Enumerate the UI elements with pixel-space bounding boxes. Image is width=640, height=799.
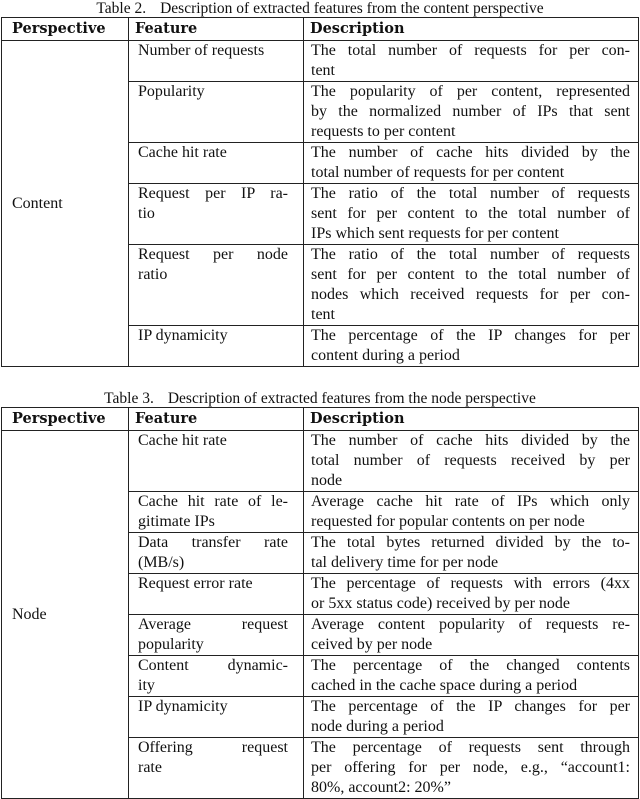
header-row bbox=[2, 408, 639, 431]
cell-line: Cache hit rate bbox=[138, 432, 227, 449]
cell-line: IP dynamicity bbox=[138, 698, 228, 715]
feature-cell bbox=[129, 143, 304, 184]
table-title: Description of extracted features from the node perspective bbox=[167, 390, 536, 407]
table-row bbox=[2, 41, 639, 82]
perspective-cell: Content bbox=[2, 41, 129, 367]
column-header: Description bbox=[304, 408, 639, 431]
feature-cell bbox=[129, 656, 304, 697]
cell-line: sent for per content to the total number of bbox=[311, 205, 630, 222]
cell-line: tal delivery time for per node bbox=[311, 554, 499, 571]
cell-line: Request per node bbox=[138, 246, 288, 263]
header-row bbox=[2, 18, 639, 41]
table-label: Table 3. bbox=[104, 390, 154, 407]
description-cell bbox=[304, 697, 639, 738]
cell-line: 80%, account2: 20%” bbox=[311, 779, 451, 796]
table-title: Description of extracted features from the content perspective bbox=[160, 0, 544, 17]
column-header: Perspective bbox=[2, 18, 129, 41]
description-cell bbox=[304, 82, 639, 143]
cell-line: The number of cache hits divided by the bbox=[311, 144, 630, 161]
cell-line: or 5xx status code) received by per node bbox=[311, 595, 571, 612]
cell-line: IPs which sent requests for per content bbox=[311, 225, 559, 242]
description-cell bbox=[304, 41, 639, 82]
feature-cell bbox=[129, 738, 304, 799]
description-cell bbox=[304, 431, 639, 492]
feature-cell bbox=[129, 697, 304, 738]
cell-line: Cache hit rate bbox=[138, 144, 227, 161]
table-caption bbox=[0, 390, 640, 407]
cell-line: ratio bbox=[138, 266, 168, 283]
cell-line: sent for per content to the total number of bbox=[311, 266, 630, 283]
cell-line: tio bbox=[138, 205, 155, 222]
cell-line: tent bbox=[311, 62, 335, 79]
feature-cell bbox=[129, 431, 304, 492]
description-cell bbox=[304, 656, 639, 697]
cell-line: Offering request bbox=[138, 739, 288, 756]
table-caption bbox=[0, 0, 640, 17]
column-header: Feature bbox=[129, 18, 304, 41]
table-row bbox=[2, 431, 639, 492]
spacer bbox=[0, 367, 640, 390]
cell-line: requests to per content bbox=[311, 123, 456, 140]
feature-cell bbox=[129, 533, 304, 574]
cell-line: The number of cache hits divided by the bbox=[311, 432, 630, 449]
cell-line: The ratio of the total number of requests bbox=[311, 246, 630, 263]
feature-cell bbox=[129, 82, 304, 143]
column-header: Perspective bbox=[2, 408, 129, 431]
feature-cell bbox=[129, 245, 304, 326]
cell-line: The percentage of requests sent through bbox=[311, 739, 630, 756]
cell-line: The percentage of the changed contents bbox=[311, 657, 630, 674]
cell-line: per offering for per node, e.g., “account1: bbox=[311, 759, 630, 776]
description-cell bbox=[304, 143, 639, 184]
cell-line: ity bbox=[138, 677, 155, 694]
cell-line: content during a period bbox=[311, 347, 460, 364]
cell-line: Average cache hit rate of IPs which only bbox=[311, 493, 630, 510]
cell-line: The ratio of the total number of requests bbox=[311, 185, 630, 202]
cell-line: Number of requests bbox=[138, 42, 265, 59]
perspective-cell: Node bbox=[2, 431, 129, 799]
description-cell bbox=[304, 184, 639, 245]
description-cell bbox=[304, 492, 639, 533]
description-cell bbox=[304, 245, 639, 326]
feature-cell bbox=[129, 326, 304, 367]
cell-line: popularity bbox=[138, 636, 204, 653]
cell-line: ceived by per node bbox=[311, 636, 433, 653]
cell-line: node bbox=[311, 472, 343, 489]
cell-line: Data transfer rate bbox=[138, 534, 288, 551]
cell-line: node during a period bbox=[311, 718, 444, 735]
cell-line: The popularity of per content, represented bbox=[311, 83, 630, 100]
description-cell bbox=[304, 738, 639, 799]
feature-cell bbox=[129, 615, 304, 656]
description-cell bbox=[304, 326, 639, 367]
cell-line: IP dynamicity bbox=[138, 327, 228, 344]
cell-line: tent bbox=[311, 306, 335, 323]
description-cell bbox=[304, 615, 639, 656]
cell-line: requested for popular contents on per node bbox=[311, 513, 585, 530]
cell-line: Average content popularity of requests re- bbox=[311, 616, 630, 633]
cell-line: (MB/s) bbox=[138, 554, 185, 571]
description-cell bbox=[304, 574, 639, 615]
cell-line: total number of requests received by per bbox=[311, 452, 630, 469]
feature-cell bbox=[129, 492, 304, 533]
cell-line: Popularity bbox=[138, 83, 205, 100]
cell-line: The percentage of the IP changes for per bbox=[311, 698, 630, 715]
cell-line: The total number of requests for per con- bbox=[311, 42, 630, 59]
cell-line: by the normalized number of IPs that sent bbox=[311, 103, 630, 120]
cell-line: gitimate IPs bbox=[138, 513, 215, 530]
cell-line: Request error rate bbox=[138, 575, 253, 592]
cell-line: total number of requests for per content bbox=[311, 164, 565, 181]
cell-line: rate bbox=[138, 759, 162, 776]
table-label: Table 2. bbox=[96, 0, 147, 17]
cell-line: Request per IP ra- bbox=[138, 185, 288, 202]
cell-line: Content dynamic- bbox=[138, 657, 288, 674]
cell-line: Average request bbox=[138, 616, 288, 633]
cell-line: The total bytes returned divided by the to- bbox=[311, 534, 630, 551]
column-header: Description bbox=[304, 18, 639, 41]
column-header: Feature bbox=[129, 408, 304, 431]
feature-table bbox=[1, 407, 639, 799]
feature-table bbox=[1, 17, 639, 367]
cell-line: cached in the cache space during a period bbox=[311, 677, 578, 694]
cell-line: The percentage of requests with errors (4xx bbox=[311, 575, 630, 592]
feature-cell bbox=[129, 574, 304, 615]
cell-line: nodes which received requests for per con- bbox=[311, 286, 630, 303]
cell-line: Cache hit rate of le- bbox=[138, 493, 288, 510]
feature-cell bbox=[129, 41, 304, 82]
description-cell bbox=[304, 533, 639, 574]
cell-line: The percentage of the IP changes for per bbox=[311, 327, 630, 344]
feature-cell bbox=[129, 184, 304, 245]
